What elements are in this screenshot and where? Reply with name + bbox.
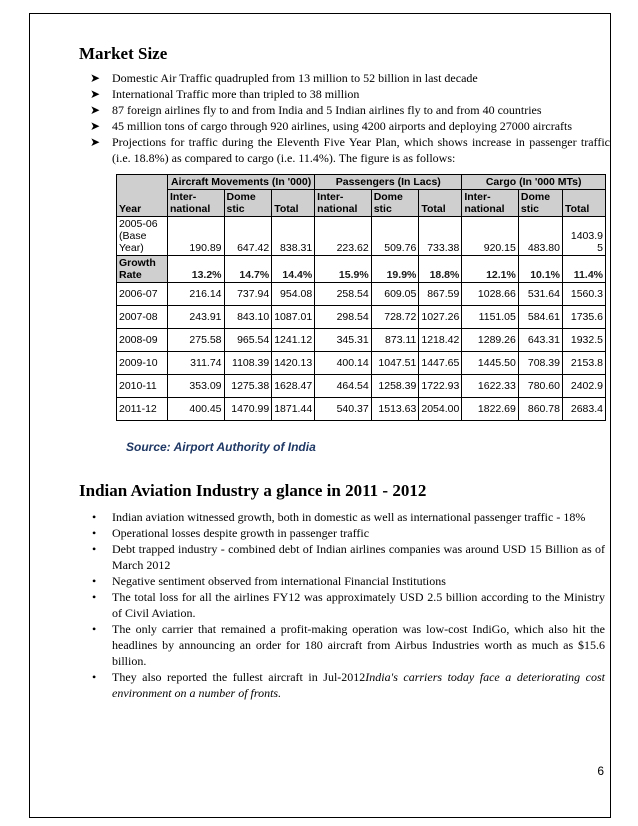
table-cell: 1622.33 — [462, 375, 519, 398]
table-cell: 464.54 — [315, 375, 372, 398]
list-item: • Indian aviation witnessed growth, both in domestic as well as international passenger traffic - 18% — [92, 510, 586, 524]
bullet-dot-icon: • — [92, 574, 97, 588]
table-cell: 1722.93 — [419, 375, 462, 398]
year-cell: 2011-12 — [117, 398, 168, 421]
arrow-bullet-icon: ➤ — [90, 119, 101, 133]
traffic-projection-table — [116, 174, 606, 421]
table-cell: 1027.26 — [419, 306, 462, 329]
table-cell: 1151.05 — [462, 306, 519, 329]
table-cell: 311.74 — [168, 352, 225, 375]
list-item: ➤ 45 million tons of cargo through 920 airlines, using 4200 airports and deploying 27000 aircrafts — [90, 119, 573, 133]
sub-header: Inter- national — [315, 190, 372, 217]
arrow-bullet-icon: ➤ — [90, 87, 101, 101]
year-cell: 2009-10 — [117, 352, 168, 375]
year-cell: 2007-08 — [117, 306, 168, 329]
table-cell: 1513.63 — [371, 398, 419, 421]
table-cell: 643.31 — [518, 329, 562, 352]
arrow-bullet-icon: ➤ — [90, 71, 101, 85]
table-cell: 2683.4 — [563, 398, 606, 421]
table-row — [117, 306, 606, 329]
list-item: • The only carrier that remained a profit-making operation was low-cost IndiGo, which also hit the headlines by announcing an order for 180 aircraft from Airbus Industries worth as much as $15.6 billion. — [92, 622, 605, 668]
arrow-bullet-icon: ➤ — [90, 135, 101, 149]
glance-heading: Indian Aviation Industry a glance in 2011 - 2012 — [79, 481, 427, 500]
table-source-note: Source: Airport Authority of India — [126, 440, 316, 454]
sub-header: Dome stic — [224, 190, 272, 217]
sub-header: Inter- national — [168, 190, 225, 217]
table-cell: 1822.69 — [462, 398, 519, 421]
growth-rate-row: Growth Rate 13.2% 14.7% 14.4% 15.9% 19.9% 18.8% 12.1% 10.1% 11.4% — [117, 256, 606, 283]
table-cell: 584.61 — [518, 306, 562, 329]
list-item: • They also reported the fullest aircraft in Jul-2012India's carriers today face a deteriorating cost environment on a number of fronts. — [92, 670, 605, 700]
table-row — [117, 398, 606, 421]
table-cell: 2054.00 — [419, 398, 462, 421]
table-cell: 1258.39 — [371, 375, 419, 398]
table-cell: 1275.38 — [224, 375, 272, 398]
sub-header: Total — [563, 190, 606, 217]
table-cell: 345.31 — [315, 329, 372, 352]
table-cell: 353.09 — [168, 375, 225, 398]
table-cell: 609.05 — [371, 283, 419, 306]
arrow-bullet-icon: ➤ — [90, 103, 101, 117]
table-cell: 1218.42 — [419, 329, 462, 352]
bullet-dot-icon: • — [92, 670, 97, 684]
table-cell: 1420.13 — [272, 352, 315, 375]
year-cell: 2010-11 — [117, 375, 168, 398]
page-number: 6 — [597, 764, 604, 778]
year-cell: 2006-07 — [117, 283, 168, 306]
bullet-dot-icon: • — [92, 526, 97, 540]
glance-list — [90, 509, 605, 701]
table-row — [117, 352, 606, 375]
table-cell: 1871.44 — [272, 398, 315, 421]
table-cell: 400.45 — [168, 398, 225, 421]
list-item: ➤ International Traffic more than tripled to 38 million — [90, 87, 360, 101]
table-row — [117, 329, 606, 352]
table-cell: 400.14 — [315, 352, 372, 375]
table-cell: 1932.5 — [563, 329, 606, 352]
table-cell: 873.11 — [371, 329, 419, 352]
sub-header: Total — [272, 190, 315, 217]
bullet-dot-icon: • — [92, 510, 97, 524]
table-cell: 1108.39 — [224, 352, 272, 375]
bullet-dot-icon: • — [92, 590, 97, 604]
list-item: ➤ 87 foreign airlines fly to and from India and 5 Indian airlines fly to and from 40 countries — [90, 103, 542, 117]
list-item: • The total loss for all the airlines FY12 was approximately USD 2.5 billion according to the Ministry of Civil Aviation. — [92, 590, 605, 620]
table-cell: 275.58 — [168, 329, 225, 352]
list-item: • Operational losses despite growth in passenger traffic — [92, 526, 370, 540]
table-cell: 1241.12 — [272, 329, 315, 352]
table-cell: 531.64 — [518, 283, 562, 306]
table-cell: 1087.01 — [272, 306, 315, 329]
sub-header: Dome stic — [518, 190, 562, 217]
aircraft-group-header: Aircraft Movements (In '000) — [168, 175, 315, 190]
table-cell: 1445.50 — [462, 352, 519, 375]
table-cell: 843.10 — [224, 306, 272, 329]
table-cell: 728.72 — [371, 306, 419, 329]
table-cell: 1560.3 — [563, 283, 606, 306]
table-row: 2005-06 (Base Year) 190.89 647.42 838.31 223.62 509.76 733.38 920.15 483.80 1403.9 5 — [117, 217, 606, 256]
table-cell: 780.60 — [518, 375, 562, 398]
table-cell: 1447.65 — [419, 352, 462, 375]
table-cell: 737.94 — [224, 283, 272, 306]
table-cell: 965.54 — [224, 329, 272, 352]
bullet-dot-icon: • — [92, 542, 97, 556]
table-cell: 1470.99 — [224, 398, 272, 421]
table-cell: 258.54 — [315, 283, 372, 306]
list-item: • Debt trapped industry - combined debt of Indian airlines companies was around USD 15 Billion as of March 2012 — [92, 542, 605, 572]
table-cell: 860.78 — [518, 398, 562, 421]
list-item: ➤ Domestic Air Traffic quadrupled from 13 million to 52 billion in last decade — [90, 71, 478, 85]
table-cell: 2153.8 — [563, 352, 606, 375]
table-cell: 216.14 — [168, 283, 225, 306]
cargo-group-header: Cargo (In '000 MTs) — [462, 175, 606, 190]
bullet-dot-icon: • — [92, 622, 97, 636]
year-header: Year — [117, 175, 168, 217]
table-cell: 708.39 — [518, 352, 562, 375]
sub-header: Inter- national — [462, 190, 519, 217]
list-item: • Negative sentiment observed from international Financial Institutions — [92, 574, 446, 588]
table-cell: 954.08 — [272, 283, 315, 306]
table-cell: 1028.66 — [462, 283, 519, 306]
table-cell: 540.37 — [315, 398, 372, 421]
passengers-group-header: Passengers (In Lacs) — [315, 175, 462, 190]
table-cell: 1047.51 — [371, 352, 419, 375]
table-cell: 867.59 — [419, 283, 462, 306]
sub-header: Total — [419, 190, 462, 217]
sub-header: Dome stic — [371, 190, 419, 217]
table-cell: 2402.9 — [563, 375, 606, 398]
market-size-heading: Market Size — [79, 44, 168, 63]
table-cell: 298.54 — [315, 306, 372, 329]
list-item: ➤ Projections for traffic during the Eleventh Five Year Plan, which shows increase in passenger traffic (i.e. 18.8%) as compared to cargo (i.e. 11.4%). The figure is as follows: — [90, 135, 610, 165]
table-row — [117, 283, 606, 306]
year-cell: 2008-09 — [117, 329, 168, 352]
market-size-list — [90, 70, 610, 166]
table-cell: 1628.47 — [272, 375, 315, 398]
table-cell: 1735.6 — [563, 306, 606, 329]
table-row — [117, 375, 606, 398]
year-cell: 2005-06 (Base Year) — [117, 217, 168, 256]
table-cell: 1289.26 — [462, 329, 519, 352]
table-cell: 243.91 — [168, 306, 225, 329]
